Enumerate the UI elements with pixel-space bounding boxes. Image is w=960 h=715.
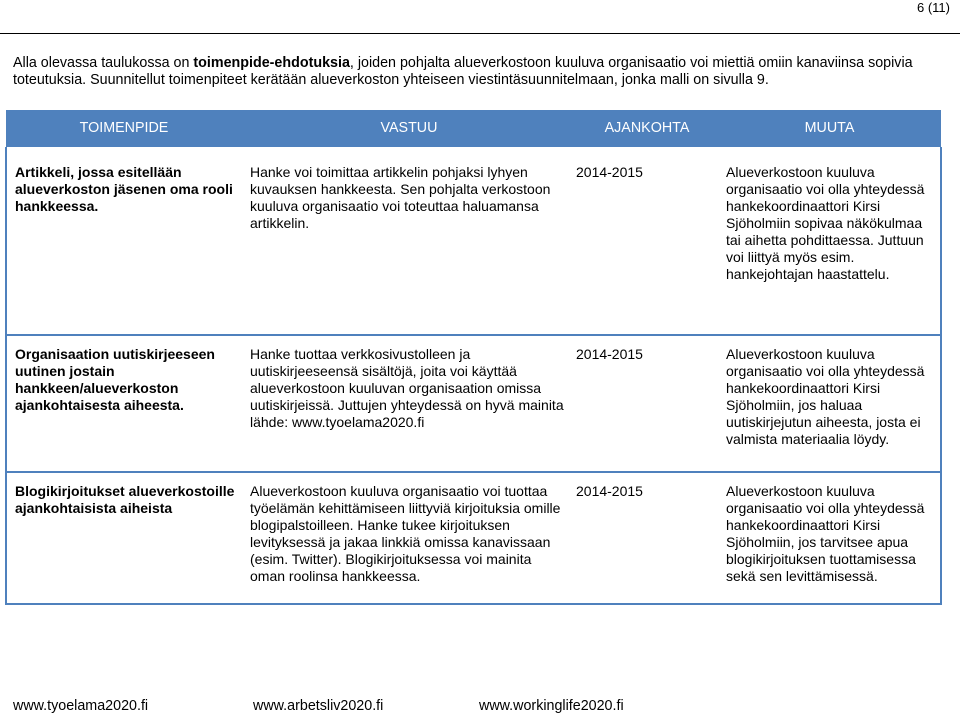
header-rule [0, 33, 960, 34]
cell-timing: 2014-2015 [576, 147, 718, 335]
table-row [6, 472, 941, 604]
proposals-table [5, 110, 942, 605]
header-vastuu: VASTUU [242, 110, 576, 147]
cell-action: Organisaation uutiskirjeeseen uutinen jostain hankkeen/alueverkoston ajankohtaisesta aiheesta. [6, 335, 242, 472]
table-row [6, 147, 941, 335]
cell-timing: 2014-2015 [576, 472, 718, 604]
footer-link-tyoelama[interactable]: www.tyoelama2020.fi [13, 698, 149, 714]
header-toimenpide: TOIMENPIDE [6, 110, 242, 147]
intro-paragraph [13, 55, 948, 89]
cell-responsibility: Alueverkostoon kuuluva organisaatio voi tuottaa työelämän kehittämiseen liittyviä kirjoituksia omille blogipalstoilleen. Hanke tukee kirjoituksen levityksessä ja jakaa linkkiä omissa kanavissaan (esim. Twitter). Blogikirjoituksessa voi mainita oman roolinsa hankkeessa. [242, 472, 576, 604]
cell-other: Alueverkostoon kuuluva organisaatio voi olla yhteydessä hankekoordinaattori Kirsi Sjöholmiin, jos tarvitsee apua blogikirjoituksen tuottamisessa sekä sen levittämisessä. [718, 472, 941, 604]
page-footer [0, 698, 960, 715]
footer-link-arbetsliv[interactable]: www.arbetsliv2020.fi [253, 698, 384, 714]
cell-action: Blogikirjoitukset alueverkostoille ajankohtaisista aiheista [6, 472, 242, 604]
footer-link-workinglife[interactable]: www.workinglife2020.fi [479, 698, 624, 714]
cell-action: Artikkeli, jossa esitellään alueverkoston jäsenen oma rooli hankkeessa. [6, 147, 242, 335]
header-muuta: MUUTA [718, 110, 941, 147]
table-header-row [6, 110, 941, 147]
intro-text-start: Alla olevassa taulukossa on [13, 55, 194, 71]
header-ajankohta: AJANKOHTA [576, 110, 718, 147]
cell-responsibility: Hanke voi toimittaa artikkelin pohjaksi lyhyen kuvauksen hankkeesta. Sen pohjalta verkostoon kuuluva organisaatio voi toteuttaa haluamansa artikkelin. [242, 147, 576, 335]
page-number: 6 (11) [917, 0, 950, 15]
intro-text-end: , joiden pohjalta alueverkostoon kuuluva organisaatio voi miettiä omiin kanaviinsa sopivia toteutuksia. Suunnitellut toimenpiteet kerätään alueverkoston yhteiseen viestintäsuunnitelmaan, jonka malli on sivulla 9. [13, 55, 913, 88]
table-row [6, 335, 941, 472]
intro-bold-term: toimenpide-ehdotuksia [193, 55, 350, 71]
cell-other: Alueverkostoon kuuluva organisaatio voi olla yhteydessä hankekoordinaattori Kirsi Sjöholmiin sopivaa näkökulmaa tai aihetta pohdittaessa. Juttuun voi liittyä myös esim. hankejohtajan haastattelu. [718, 147, 941, 335]
cell-other: Alueverkostoon kuuluva organisaatio voi olla yhteydessä hankekoordinaattori Kirsi Sjöholmiin, jos haluaa uutiskirjejutun aiheesta, josta ei valmista materiaalia löydy. [718, 335, 941, 472]
cell-responsibility: Hanke tuottaa verkkosivustolleen ja uutiskirjeeseensä sisältöjä, joita voi käyttää alueverkostoon kuuluvan organisaation omissa uutiskirjeissä. Juttujen yhteydessä on hyvä mainita lähde: www.tyoelama2020.fi [242, 335, 576, 472]
cell-timing: 2014-2015 [576, 335, 718, 472]
